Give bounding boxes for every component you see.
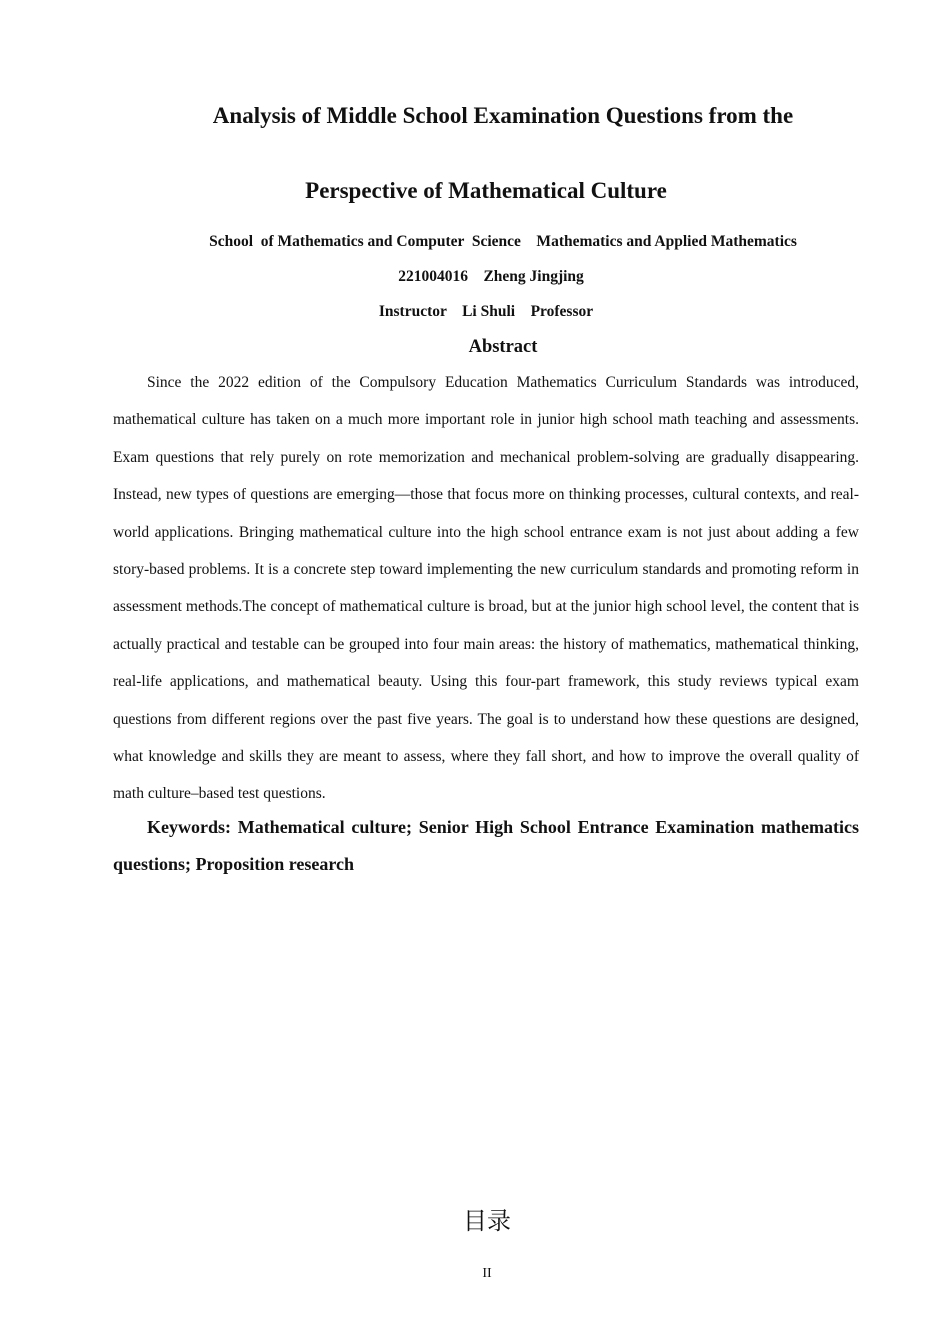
- school-major-line: School of Mathematics and Computer Science Mathematics and Applied Mathematics: [209, 233, 797, 250]
- abstract-body: Since the 2022 edition of the Compulsory Education Mathematics Curriculum Standards was introduced, mathematical culture has taken on a much more important role in junior high school math teaching and assessments. Exam questions that rely purely on rote memorization and mechanical problem-solving are gradually disappearing. Instead, new types of questions are emerging—those that focus more on thinking processes, cultural contexts, and real-world applications. Bringing mathematical culture into the high school entrance exam is not just about adding a few story-based problems. It is a concrete step toward implementing the new curriculum standards and promoting reform in assessment methods.The concept of mathematical culture is broad, but at the junior high school level, the content that is actually practical and testable can be grouped into four main areas: the history of mathematics, mathematical thinking, real-life applications, and mathematical beauty. Using this four-part framework, this study reviews typical exam questions from different regions over the past five years. The goal is to understand how these questions are designed, what knowledge and skills they are meant to assess, where they fall short, and how to improve the overall quality of math culture–based test questions.: [113, 374, 859, 803]
- toc-heading: 目录: [463, 1207, 511, 1235]
- instructor-line: Instructor Li Shuli Professor: [378, 303, 594, 320]
- title-line-2: Perspective of Mathematical Culture: [305, 178, 667, 203]
- keywords: Keywords: Mathematical culture; Senior High School Entrance Examination mathematics questions; Proposition research: [113, 817, 859, 874]
- student-id-name-line: 221004016 Zheng Jingjing: [398, 268, 584, 285]
- title-line-1: Analysis of Middle School Examination Questions from the: [212, 103, 794, 128]
- page-number: II: [482, 1266, 492, 1281]
- abstract-heading: Abstract: [468, 337, 538, 357]
